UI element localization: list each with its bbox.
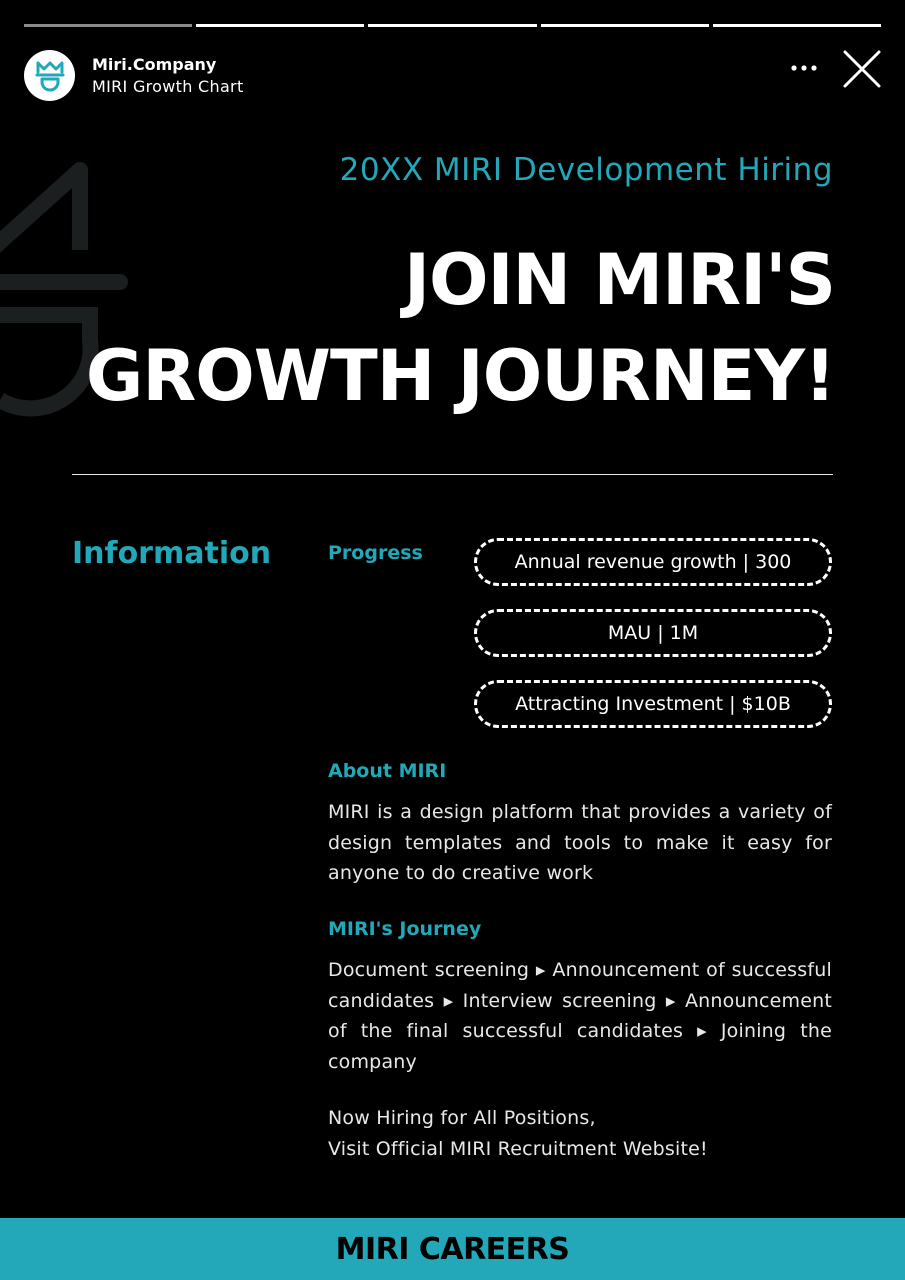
headline-line-2: GROWTH JOURNEY! [85,335,835,417]
hiring-line-1: Now Hiring for All Positions, [328,1107,596,1129]
about-heading: About MIRI [328,760,447,782]
journey-text: Document screening ▸ Announcement of successful candidates ▸ Interview screening ▸ Announcement of the final successful candidates ▸ Joining the company [328,959,832,1073]
progress-heading: Progress [328,542,423,564]
careers-footer-button[interactable] [0,1218,905,1280]
story-header [24,50,881,102]
progress-segment [196,24,364,27]
information-heading: Information [72,536,272,571]
about-text: MIRI is a design platform that provides a variety of design templates and tools to make it easy for anyone to do creative work [328,801,832,884]
progress-segment [541,24,709,27]
journey-heading: MIRI's Journey [328,918,482,940]
avatar[interactable] [24,50,75,101]
divider [72,474,833,475]
progress-segment [713,24,881,27]
account-subtitle: MIRI Growth Chart [92,77,244,96]
close-icon[interactable] [843,50,881,88]
account-info[interactable] [92,55,244,99]
progress-segment [24,24,192,27]
hiring-cta-text [328,1103,708,1164]
progress-pill-investment: Attracting Investment | $10B [474,680,832,728]
story-progress-bar [24,24,881,28]
page-headline [86,232,835,424]
headline-line-1: JOIN MIRI'S [403,239,835,321]
more-dots-icon[interactable] [791,65,817,71]
hiring-eyebrow: 20XX MIRI Development Hiring [339,152,833,188]
progress-segment [368,24,536,27]
progress-pill-revenue: Annual revenue growth | 300 [474,538,832,586]
hiring-line-2: Visit Official MIRI Recruitment Website! [328,1137,708,1160]
account-name[interactable]: Miri.Company [92,55,217,74]
footer-label: MIRI CAREERS [335,1231,570,1267]
progress-pill-mau: MAU | 1M [474,609,832,657]
miri-logo-icon [35,60,65,92]
